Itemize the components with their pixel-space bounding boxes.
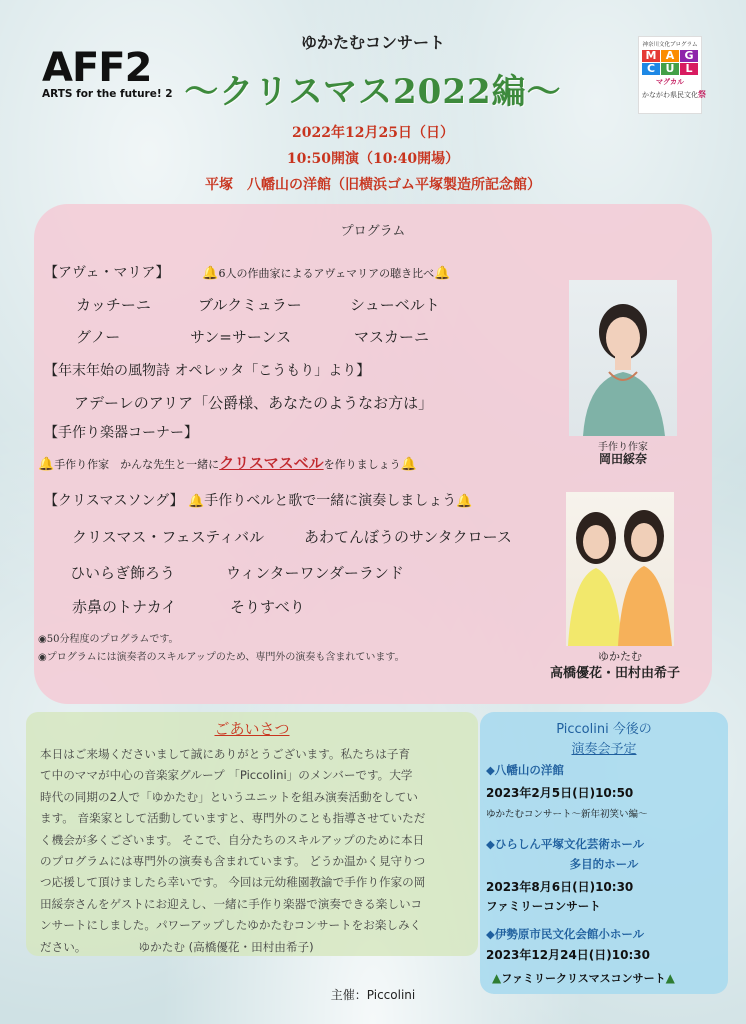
greeting-line: つ応援して頂けましたら幸いです。 今回は元幼稚園教諭で手作り作家の岡 [40,875,426,890]
magcul-letter: M [642,50,660,62]
future-title-line1: Piccolini 今後の [556,722,652,737]
xmas-songs-note: 手作りベルと歌で一緒に演奏しましょう [204,493,457,509]
song-title: あわてんぼうのサンタクロース [304,528,512,546]
greeting-line: 田綏奈さんをゲストにお迎えし、一緒に手作り楽器で演奏できる楽しいコ [40,896,423,911]
program-note: ◉50分程度のプログラムです。 [38,634,179,645]
future-concerts-panel [480,712,728,994]
song-title: クリスマス・フェスティバル [72,528,265,546]
operetta-piece: アデーレのアリア「公爵様、あなたのようなお方は」 [74,394,434,412]
composer: サン=サーンス [190,328,292,346]
composer: グノー [76,328,121,346]
event-venue: ◆八幡山の洋館 [486,763,564,777]
future-title-line2: 演奏会予定 [571,742,637,757]
bell-icon: 🔔 [456,494,473,509]
xmas-songs-section [44,490,472,510]
operetta-label: 【年末年始の風物詩 オペレッタ「こうもり」より】 [44,363,371,379]
ave-maria-note: 6人の作曲家によるアヴェマリアの聴き比べ [218,267,435,280]
magcul-bottom-text: かながわ県民文化祭 [642,90,706,99]
event-date: 2023年2月5日(日)10:50 [486,786,634,800]
greeting-line: 本日はご来場くださいまして誠にありがとうございます。私たちは子育 [40,747,411,761]
greeting-line: て中のママが中心の音楽家グループ 「Piccolini」のメンバーです。大学 [40,768,413,783]
aff2-logo-sub: ARTS for the future! 2 [42,88,173,100]
xmas-songs-label: 【クリスマスソング】 [44,493,184,509]
program-heading: プログラム [340,224,406,239]
photo1-caption-name: 岡田綏奈 [598,452,647,466]
aff2-logo-main: AFF2 [42,45,152,91]
photo1-caption-role: 手作り作家 [598,442,648,453]
event-venue-sub: 多目的ホール [569,857,639,871]
greeting-title: ごあいさつ [214,720,290,738]
event-date: 2023年8月6日(日)10:30 [486,880,634,894]
greeting-line: く機会が多くございます。 そこで、自分たちのスキルアップのために本日 [40,832,425,847]
bell-icon: 🔔 [434,266,451,281]
event-venue: ◆ひらしん平塚文化芸術ホール [486,837,645,851]
greeting-text [40,744,468,958]
event-name: ファミリーコンサート [486,899,601,913]
handmade-label: 【手作り楽器コーナー】 [44,425,198,441]
magcul-letter-grid [642,50,698,75]
magcul-letter: A [661,50,679,62]
photo2-caption-name: 高橋優花・田村由希子 [549,666,680,681]
ave-maria-section [44,262,450,282]
greeting-line: ます。 音楽家として活動していますと、専門外のことも指導させていただ [40,811,426,826]
ave-maria-label: 【アヴェ・マリア】 [44,265,170,281]
event-name-line [492,970,675,986]
page-title: 〜クリスマス2022編〜 [184,72,562,112]
magcul-logo [638,36,706,114]
christmas-bell-highlight: クリスマスベル [219,454,324,472]
composer: マスカーニ [354,328,430,346]
bell-icon: 🔔 [400,457,417,472]
composer: シューベルト [350,296,440,314]
magcul-letter: G [680,50,698,62]
concert-venue: 平塚 八幡山の洋館（旧横浜ゴム平塚製造所記念館） [205,177,541,193]
event-venue: ◆伊勢原市民文化会館小ホール [486,927,645,941]
greeting-line: ださい。 ゆかたむ (高橋優花・田村由希子) [40,939,314,954]
concert-time: 10:50開演（10:40開場） [286,151,460,167]
event-name: ゆかたむコンサート〜新年初笑い編〜 [486,809,648,820]
bell-icon: 🔔 [188,494,205,509]
event-name: ファミリークリスマスコンサート [501,972,666,985]
greeting-panel [26,712,478,956]
magcul-top-text: 神奈川文化プログラム [642,42,698,48]
photo2-caption-role: ゆかたむ [598,650,642,663]
song-title: ひいらぎ飾ろう [70,564,176,582]
concert-date: 2022年12月25日（日） [292,125,454,141]
concert-subtitle: ゆかたむコンサート [300,33,445,52]
song-title: ウィンターワンダーランド [226,564,404,582]
photo-yukatam [566,492,674,646]
handmade-text: 🔔手作り作家 かんな先生と一緒にクリスマスベルを作りましょう🔔 [38,454,417,472]
magcul-letter: U [661,63,679,75]
song-title: そりすべり [230,598,305,616]
organizer: 主催：Piccolini [330,988,416,1002]
program-note: ◉プログラムには演奏者のスキルアップのため、専門外の演奏も含まれています。 [38,652,405,663]
program-panel [34,204,712,704]
event-date: 2023年12月24日(日)10:30 [486,948,650,962]
greeting-line: ンサートにしました。パワーアップしたゆかたむコンサートをお楽しみく [40,918,422,933]
greeting-line: のプログラムには専門外の演奏も含まれています。 どうか温かく見守りつ [40,854,426,869]
greeting-line: 時代の同期の2人で「ゆかたむ」というユニットを組み演奏活動をしてい [40,789,418,804]
composer: カッチーニ [76,296,151,314]
photo-okada [569,280,677,436]
composer: ブルクミュラー [198,296,302,314]
bell-icon: 🔔 [38,457,55,472]
magcul-letter: C [642,63,660,75]
tree-icon: ▲ [665,971,675,985]
song-title: 赤鼻のトナカイ [72,598,177,616]
bell-icon: 🔔 [202,266,219,281]
magcul-letter: L [680,63,698,75]
tree-icon: ▲ [492,971,502,985]
magcul-kana: マグカル [656,78,684,86]
